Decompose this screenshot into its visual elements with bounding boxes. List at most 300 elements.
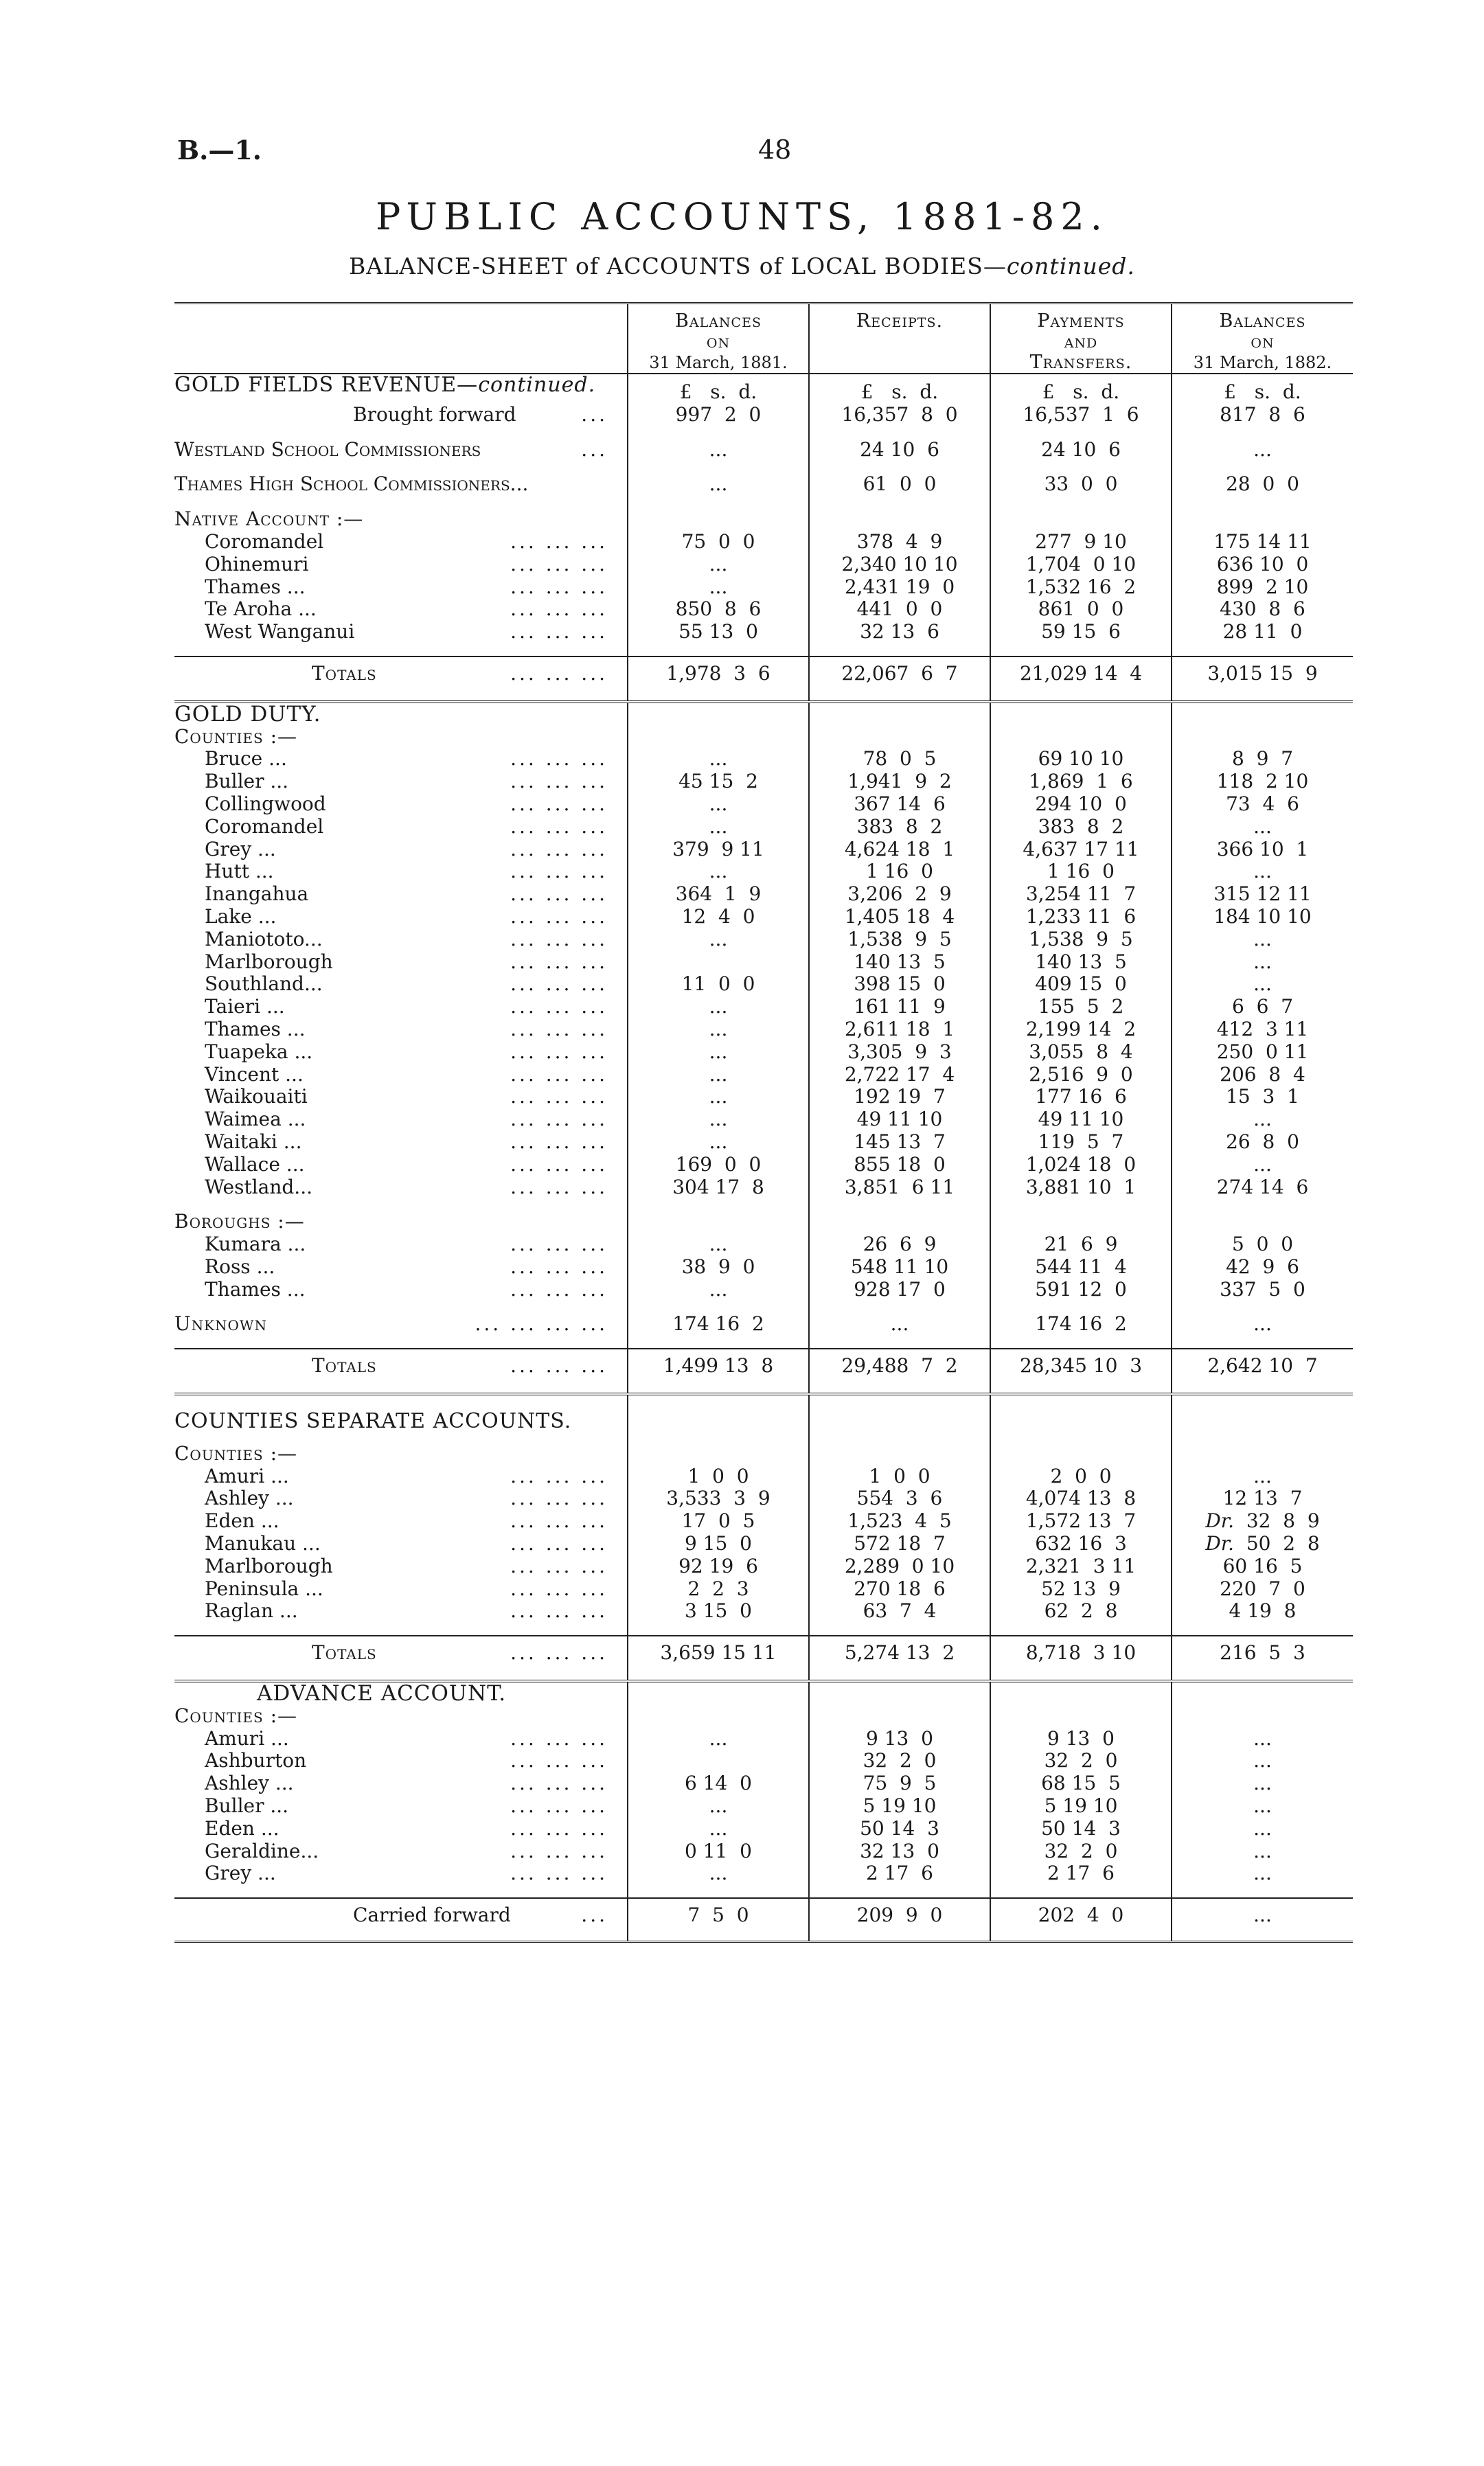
amount-value: 8,718 3 10 [1025,1641,1137,1665]
amount-cell [628,1840,809,1863]
leader-dots: ... ... ... [510,747,608,770]
amount-value: 68 15 5 [1041,1772,1121,1795]
amount-cell [809,996,990,1018]
amount-cell [990,951,1172,974]
amount-value: 32 13 0 [860,1839,939,1862]
table-row [174,531,1353,553]
spacer-row [174,1198,1353,1211]
currency-header: £ s. d. [990,374,1172,404]
empty-cell [628,508,809,531]
amount-value: 1,532 16 2 [1025,575,1137,598]
amount-value: 49 11 10 [1038,1108,1124,1131]
amount-cell [1172,473,1353,496]
leader-dots: ... ... ... [510,1749,608,1772]
amount-value: 26 8 0 [1226,1130,1299,1153]
row-name: Ashley ... [205,1772,294,1795]
row-label [174,838,628,861]
currency-header: £ s. d. [1172,374,1353,404]
section-heading [174,374,628,404]
amount-cell [1172,1313,1353,1336]
amount-value: 5 19 10 [1044,1794,1118,1818]
row-label [174,1840,628,1863]
amount-cell [1172,1636,1353,1673]
row-label [174,576,628,599]
amount-cell [1172,1176,1353,1199]
amount-cell [628,1064,809,1086]
row-name: Te Aroha ... [205,597,317,621]
rule-cell [1172,1935,1353,1942]
amount-value: 49 11 10 [856,1108,943,1131]
amount-cell [628,1578,809,1601]
amount-value: 899 2 10 [1216,575,1309,598]
group-heading [174,1443,628,1465]
row-label [174,1233,628,1256]
amount-value: 174 16 2 [1035,1312,1127,1336]
section-heading: GOLD DUTY. [174,701,321,727]
amount-cell [990,1898,1172,1935]
amount-value: 26 6 9 [863,1233,937,1256]
table-row [174,1064,1353,1086]
amount-cell [628,1510,809,1533]
amount-cell [1172,1578,1353,1601]
rule-cell [1172,1673,1353,1681]
amount-cell [990,748,1172,770]
empty-cell [628,1623,809,1636]
amount-cell [1172,1154,1353,1176]
amount-cell [990,770,1172,793]
rule-cell [990,694,1172,702]
amount-cell [809,1487,990,1510]
amount-cell [628,1487,809,1510]
amount-value: 50 2 8 [1246,1532,1320,1555]
amount-value: 11 0 0 [681,972,755,996]
row-name: Lake ... [205,904,277,928]
row-name: Maniototo... [205,927,323,950]
amount-cell [628,531,809,553]
amount-value: ... [1253,1794,1272,1818]
amount-value: 216 5 3 [1220,1641,1305,1665]
amount-value: 2 0 0 [1050,1464,1112,1487]
table-row [174,1862,1353,1885]
empty-cell [628,702,809,726]
empty-cell [628,1394,809,1443]
amount-value: 367 14 6 [854,792,946,815]
leader-dots: ... ... ... [510,552,608,575]
empty-cell [809,1705,990,1728]
amount-value: 850 8 6 [675,597,762,621]
amount-cell [809,1728,990,1750]
carried-forward-wrap [174,1904,627,1927]
amount-value: 1 0 0 [687,1464,749,1487]
amount-cell [990,1176,1172,1199]
amount-value: 3 15 0 [685,1599,752,1623]
row-name: Thames ... [205,1017,306,1040]
section-end-rule [174,694,1353,702]
row-label [174,996,628,1018]
leader-dots: ... [581,402,608,426]
table-row [174,1176,1353,1199]
table-row [174,883,1353,906]
row-label-wrap [174,770,627,793]
amount-cell [1172,1510,1353,1533]
leader-dots: ... ... ... [510,1839,608,1862]
amount-cell [809,1313,990,1336]
amount-cell [990,1510,1172,1533]
section-heading-row [174,1394,1353,1443]
row-label [174,860,628,883]
empty-cell [1172,1336,1353,1349]
leader-dots: ... ... ... [510,814,608,838]
row-label-wrap [174,1533,627,1555]
section-heading-row [174,1681,1353,1705]
amount-value: 2,321 3 11 [1025,1554,1137,1577]
empty-cell [990,702,1172,726]
amount-cell [990,1313,1172,1336]
table-row [174,928,1353,951]
row-label [174,1555,628,1578]
amount-cell [809,1349,990,1386]
empty-cell [628,1681,809,1705]
empty-cell [1172,726,1353,749]
row-name: Ashley ... [205,1487,294,1510]
group-heading-text: Boroughs :— [174,1210,305,1233]
row-label [174,1064,628,1086]
row-label-wrap [174,473,627,496]
leader-dots: ... [581,437,608,461]
row-label-wrap [174,531,627,553]
amount-cell [628,928,809,951]
group-heading-text: Counties :— [174,724,298,748]
rule-cell [990,1935,1172,1942]
row-label [174,1313,628,1336]
amount-value: 5,274 13 2 [844,1641,955,1665]
section-heading-row [174,374,1353,404]
column-header-payments [990,311,1172,374]
table-row [174,1728,1353,1750]
table-row [174,473,1353,496]
amount-value: 441 0 0 [856,597,943,621]
row-label [174,1818,628,1840]
row-label [174,473,628,496]
amount-cell [628,1313,809,1336]
amount-cell [628,973,809,996]
spacer [174,1885,628,1898]
amount-cell [628,657,809,694]
table-row [174,1465,1353,1488]
empty-cell [628,1705,809,1728]
section-heading: ADVANCE ACCOUNT. [257,1681,507,1706]
group-heading-row [174,1443,1353,1465]
row-name: Bruce ... [205,747,287,770]
amount-value: 1,704 0 10 [1025,552,1137,575]
empty-cell [628,1336,809,1349]
amount-value: ... [709,1108,728,1131]
row-name: Coromandel [205,529,324,553]
amount-value: 63 7 4 [863,1599,937,1623]
row-name: Geraldine... [205,1839,319,1862]
leader-dots: ... ... ... [510,661,608,685]
empty-cell [1172,702,1353,726]
amount-cell [809,657,990,694]
amount-value: 861 0 0 [1038,597,1124,621]
amount-value: 140 13 5 [854,950,946,973]
row-name: Thames High School Commissioners... [174,472,529,496]
row-name: Taieri ... [205,995,285,1018]
totals-row [174,657,1353,694]
row-name: Raglan ... [205,1599,298,1623]
amount-value: 337 5 0 [1220,1277,1305,1301]
row-label [174,1510,628,1533]
amount-value: 1,233 11 6 [1025,904,1137,928]
amount-value: 3,533 3 9 [666,1487,770,1510]
amount-value: 32 13 6 [860,620,939,643]
leader-dots: ... ... ... [510,1772,608,1795]
amount-cell [1172,1086,1353,1108]
amount-value: ... [1253,1816,1272,1840]
amount-cell [1172,1064,1353,1086]
amount-value: 5 0 0 [1231,1233,1294,1256]
amount-cell [628,1349,809,1386]
empty-cell [1172,643,1353,657]
amount-cell [809,1818,990,1840]
amount-value: 22,067 6 7 [841,661,958,685]
carried-forward-text: Carried forward [353,1904,511,1927]
empty-cell [809,726,990,749]
row-label-wrap [174,621,627,643]
amount-cell [990,1533,1172,1555]
amount-cell [809,1233,990,1256]
amount-value: 3,015 15 9 [1207,661,1318,685]
amount-value: 55 13 0 [678,620,758,643]
amount-value: 270 18 6 [854,1577,946,1600]
amount-value: 45 15 2 [678,770,758,793]
spacer [174,1623,628,1636]
amount-value: 6 6 7 [1231,995,1294,1018]
row-name: Vincent ... [205,1062,304,1086]
empty-cell [809,1885,990,1898]
amount-value: ... [709,1277,728,1301]
amount-cell [990,973,1172,996]
amount-cell [809,1041,990,1064]
amount-cell [1172,1795,1353,1818]
empty-cell [1172,426,1353,439]
amount-value: 2,642 10 7 [1207,1354,1318,1378]
spacer [174,461,628,473]
amount-value: ... [709,1862,728,1885]
row-label-wrap [174,1176,627,1199]
amount-cell [990,621,1172,643]
amount-cell [990,1487,1172,1510]
totals-row [174,1636,1353,1673]
rule-cell [1172,694,1353,702]
amount-cell [628,1636,809,1673]
amount-value: 1,405 18 4 [844,904,955,928]
rule-cell [628,1386,809,1394]
empty-cell [628,643,809,657]
amount-cell [1172,1041,1353,1064]
page-title: PUBLIC ACCOUNTS, 1881-82. [376,195,1108,238]
amount-value: ... [709,1062,728,1086]
row-name: Thames ... [205,575,306,598]
amount-cell [628,816,809,838]
rule-cell [628,1935,809,1942]
row-label [174,439,628,461]
amount-cell [628,996,809,1018]
amount-cell [628,793,809,816]
amount-cell [990,1064,1172,1086]
totals-text: Totals [312,1641,377,1665]
amount-cell [990,1818,1172,1840]
amount-cell [990,996,1172,1018]
empty-cell [628,1443,809,1465]
amount-cell [990,860,1172,883]
table-row [174,576,1353,599]
table-row [174,838,1353,861]
amount-cell [809,1862,990,1885]
amount-cell [1172,657,1353,694]
row-label-wrap [174,1131,627,1154]
leader-dots: ... ... ... [510,1464,608,1487]
amount-value: 75 0 0 [681,529,755,553]
row-name: Inangahua [205,882,309,906]
amount-cell [1172,1840,1353,1863]
row-name: Brought forward [353,402,516,426]
amount-value: ... [1253,1152,1272,1176]
amount-value: ... [709,860,728,883]
table-bottom-rule [174,1935,1353,1942]
amount-cell [1172,1349,1353,1386]
column-header-row [174,311,1353,374]
amount-cell [1172,1898,1353,1935]
rule-cell [809,1935,990,1942]
table-row [174,1533,1353,1555]
amount-value: 3,254 11 7 [1025,882,1137,906]
table-row [174,598,1353,621]
spacer [174,1301,628,1313]
amount-cell [628,1533,809,1555]
empty-cell [809,496,990,508]
row-label-wrap [174,1018,627,1041]
amount-cell [628,906,809,928]
row-label-wrap [174,1108,627,1131]
amount-value: 2,611 18 1 [844,1017,955,1040]
amount-value: 0 11 0 [685,1839,752,1862]
amount-cell [628,1279,809,1301]
amount-cell [809,1510,990,1533]
amount-value: 1,499 13 8 [663,1354,774,1378]
rule-cell [809,694,990,702]
row-label [174,531,628,553]
amount-value: ... [1253,927,1272,950]
row-label-wrap [174,1862,627,1885]
amount-cell [809,838,990,861]
rule-cell [809,1673,990,1681]
amount-cell [990,1840,1172,1863]
column-header-line: Balances [675,310,762,332]
leader-dots: ... ... ... [510,1532,608,1555]
amount-cell [809,748,990,770]
amount-value: 409 15 0 [1035,972,1127,996]
amount-cell [990,816,1172,838]
amount-value: 28 11 0 [1222,620,1303,643]
amount-cell [1172,1533,1353,1555]
amount-value: 32 2 0 [1044,1749,1118,1772]
amount-cell [628,838,809,861]
empty-cell [809,1623,990,1636]
amount-cell [1172,553,1353,576]
row-name: Westland School Commissioners [174,437,481,461]
table-row [174,553,1353,576]
row-label [174,621,628,643]
amount-cell [990,1131,1172,1154]
leader-dots: ... ... ... [510,837,608,860]
leader-dots: ... ... ... [510,1794,608,1818]
amount-value: 9 13 0 [866,1726,933,1750]
row-label [174,793,628,816]
row-label [174,1600,628,1623]
group-heading [174,726,628,749]
amount-cell [809,973,990,996]
amount-cell [809,1750,990,1772]
column-header-line: Payments [1037,310,1125,332]
table-row [174,1313,1353,1336]
empty-cell [628,496,809,508]
table-row [174,1041,1353,1064]
row-name: Tuapeka ... [205,1040,313,1063]
amount-cell [628,1818,809,1840]
amount-cell [990,838,1172,861]
row-name: Buller ... [205,770,289,793]
row-name: Ross ... [205,1255,275,1278]
row-label-wrap [174,1578,627,1601]
row-label-wrap [174,1750,627,1772]
rule-cell [174,1935,628,1942]
row-label-wrap [174,1086,627,1108]
table-row [174,1086,1353,1108]
amount-cell [809,883,990,906]
amount-cell [809,1131,990,1154]
amount-cell [628,1465,809,1488]
amount-value: 29,488 7 2 [841,1354,958,1378]
row-name: Amuri ... [205,1726,289,1750]
amount-value: 4,637 17 11 [1023,837,1139,860]
row-name: Collingwood [205,792,326,815]
empty-cell [628,1885,809,1898]
row-label [174,748,628,770]
spacer-row [174,426,1353,439]
amount-cell [809,1555,990,1578]
amount-value: ... [709,1085,728,1108]
amount-cell [809,1578,990,1601]
amount-value: ... [1253,1726,1272,1750]
section-heading-text: GOLD FIELDS REVENUE— [174,373,479,397]
empty-cell [1172,1705,1353,1728]
row-name: Grey ... [205,837,276,860]
amount-cell [990,906,1172,928]
spacer-row [174,496,1353,508]
amount-value: 1 16 0 [866,860,933,883]
amount-cell [990,1256,1172,1279]
amount-cell [809,951,990,974]
leader-dots: ... ... ... [510,1509,608,1533]
totals-label [174,1349,628,1386]
amount-cell [628,1233,809,1256]
amount-cell [1172,1600,1353,1623]
empty-cell [1172,496,1353,508]
row-label-wrap [174,1840,627,1863]
row-label [174,928,628,951]
empty-cell [809,508,990,531]
